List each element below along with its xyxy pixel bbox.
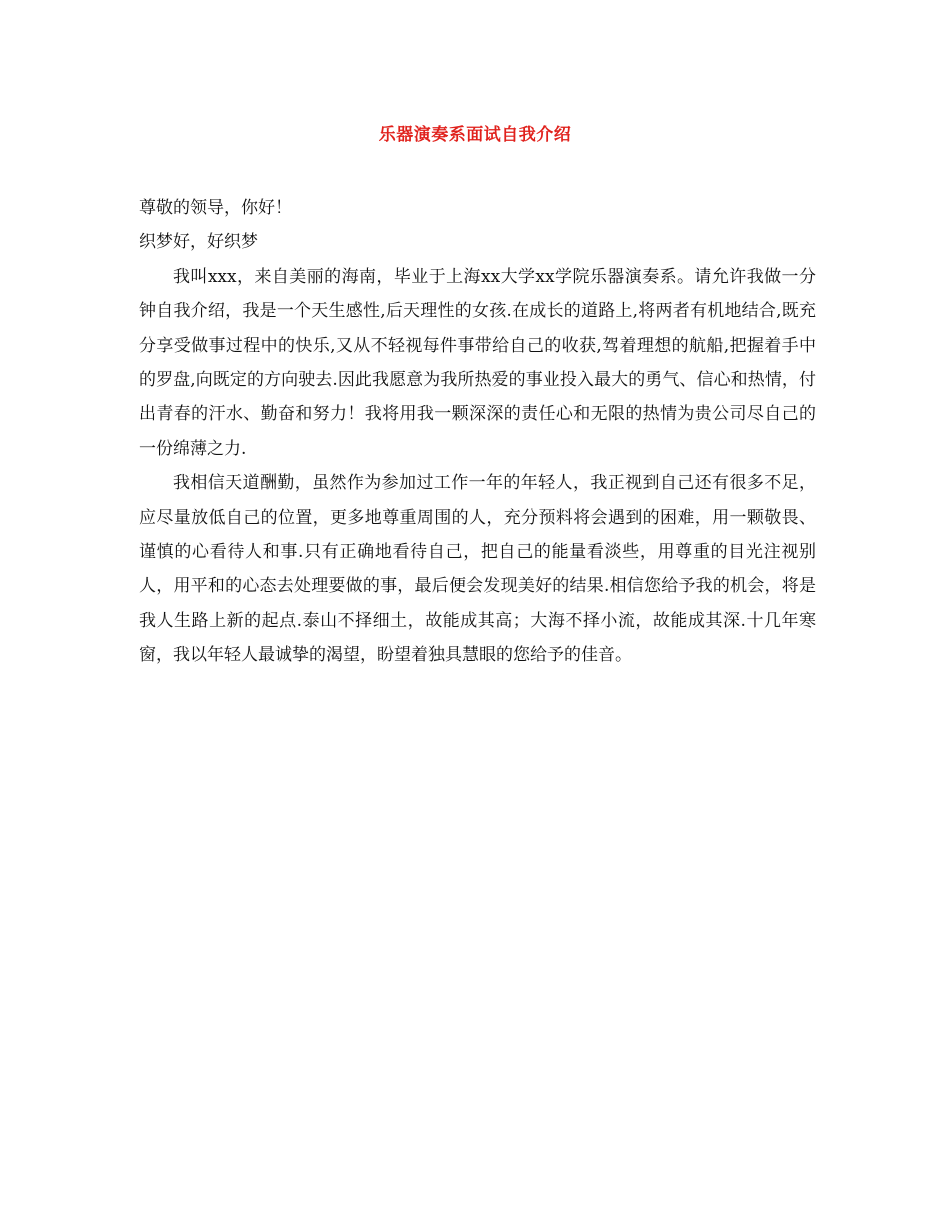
document-body <box>139 191 816 673</box>
paragraph-intro: 我叫xxx，来自美丽的海南，毕业于上海xx大学xx学院乐器演奏系。请允许我做一分钟自我介绍，我是一个天生感性,后天理性的女孩.在成长的道路上,将两者有机地结合,既充分享受做事过程中的快乐,又从不轻视每件事带给自己的收获,驾着理想的航船,把握着手中的罗盘,向既定的方向驶去.因此我愿意为我所热爱的事业投入最大的勇气、信心和热情，付出青春的汗水、勤奋和努力！我将用我一颗深深的责任心和无限的热情为贵公司尽自己的一份绵薄之力. <box>139 266 816 459</box>
paragraph-closing: 我相信天道酬勤，虽然作为参加过工作一年的年轻人，我正视到自己还有很多不足，应尽量放低自己的位置，更多地尊重周围的人，充分预料将会遇到的困难，用一颗敬畏、谨慎的心看待人和事.只有正确地看待自己，把自己的能量看淡些，用尊重的目光注视别人，用平和的心态去处理要做的事，最后便会发现美好的结果.相信您给予我的机会，将是我人生路上新的起点.泰山不择细土，故能成其高；大海不择小流，故能成其深.十几年寒窗，我以年轻人最诚挚的渴望，盼望着独具慧眼的您给予的佳音。 <box>139 473 816 666</box>
subtitle-line: 织梦好，好织梦 <box>139 232 258 253</box>
document-title: 乐器演奏系面试自我介绍 <box>378 125 572 145</box>
greeting-line: 尊敬的领导，你好！ <box>139 198 292 218</box>
